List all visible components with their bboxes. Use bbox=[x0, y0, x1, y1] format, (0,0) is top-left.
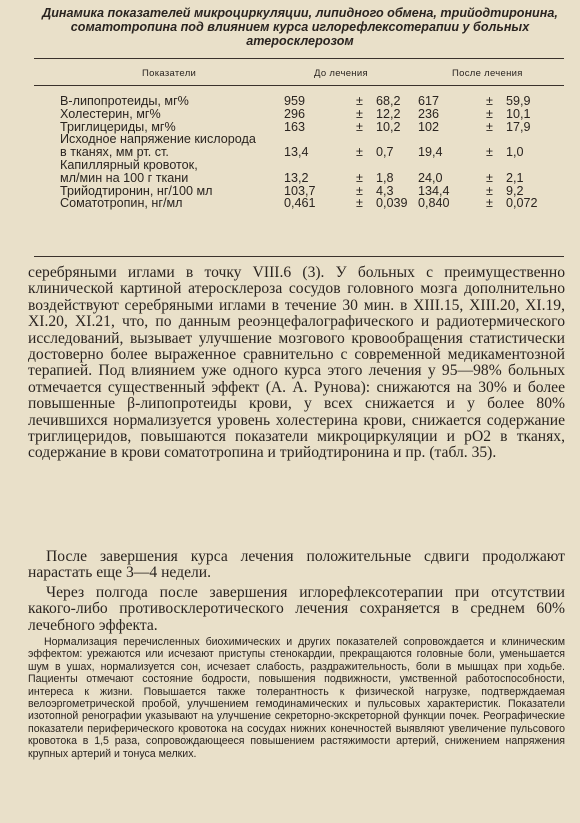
sd-after: 9,2 bbox=[506, 183, 524, 198]
row-label: в тканях, мм рт. ст. bbox=[60, 145, 169, 160]
plus-minus-before: ± bbox=[356, 145, 363, 160]
value-after: 236 bbox=[418, 106, 440, 121]
sd-before: 1,8 bbox=[376, 170, 394, 185]
row-label: Соматотропин, нг/мл bbox=[60, 196, 183, 211]
plus-minus-before: ± bbox=[356, 183, 363, 198]
value-before: 959 bbox=[284, 94, 306, 108]
plus-minus-before: ± bbox=[356, 106, 363, 121]
row-label: Триглицериды, мг% bbox=[60, 119, 176, 134]
plus-minus-after: ± bbox=[486, 170, 493, 185]
sd-after: 0,072 bbox=[506, 196, 538, 211]
paragraph-2: После завершения курса лечения положительные сдвиги продолжают нарастать еще 3—4 недели. bbox=[28, 548, 565, 582]
value-before: 13,4 bbox=[284, 145, 309, 160]
plus-minus-after: ± bbox=[486, 119, 493, 134]
value-after: 134,4 bbox=[418, 183, 450, 198]
value-after: 0,840 bbox=[418, 196, 450, 211]
caption-line-1: Динамика показателей микроциркуляции, липидного обмена, трийодтиронина, bbox=[42, 6, 558, 20]
sd-after: 1,0 bbox=[506, 145, 524, 160]
plus-minus-before: ± bbox=[356, 196, 363, 211]
sd-after: 2,1 bbox=[506, 170, 524, 185]
sd-before: 0,7 bbox=[376, 145, 394, 160]
table-row bbox=[36, 95, 566, 108]
row-label: Исходное напряжение кислорода bbox=[60, 132, 256, 147]
plus-minus-after: ± bbox=[486, 106, 493, 121]
value-before: 296 bbox=[284, 106, 306, 121]
table-row bbox=[36, 197, 566, 210]
sd-before: 0,039 bbox=[376, 196, 408, 211]
value-before: 163 bbox=[284, 119, 306, 134]
plus-minus-before: ± bbox=[356, 119, 363, 134]
value-after: 102 bbox=[418, 119, 440, 134]
header-after: После лечения bbox=[452, 68, 523, 79]
header-indicator: Показатели bbox=[142, 68, 197, 79]
sd-before: 12,2 bbox=[376, 106, 401, 121]
plus-minus-before: ± bbox=[356, 170, 363, 185]
value-after: 19,4 bbox=[418, 145, 443, 160]
row-label: Капиллярный кровоток, bbox=[60, 157, 198, 172]
value-after: 617 bbox=[418, 94, 440, 108]
sd-after: 59,9 bbox=[506, 94, 531, 108]
plus-minus-after: ± bbox=[486, 196, 493, 211]
sd-before: 10,2 bbox=[376, 119, 401, 134]
table-bottom-rule bbox=[34, 256, 564, 257]
sd-after: 17,9 bbox=[506, 119, 531, 134]
table-header-rule bbox=[34, 85, 564, 86]
plus-minus-before: ± bbox=[356, 94, 363, 108]
plus-minus-after: ± bbox=[486, 145, 493, 160]
table-row bbox=[36, 159, 566, 185]
value-before: 103,7 bbox=[284, 183, 316, 198]
table-caption bbox=[40, 6, 560, 48]
table-top-rule bbox=[34, 58, 564, 59]
plus-minus-after: ± bbox=[486, 94, 493, 108]
plus-minus-after: ± bbox=[486, 183, 493, 198]
value-before: 0,461 bbox=[284, 196, 316, 211]
sd-before: 4,3 bbox=[376, 183, 394, 198]
row-label: В-липопротеиды, мг% bbox=[60, 94, 189, 108]
row-label: мл/мин на 100 г ткани bbox=[60, 170, 189, 185]
row-label: Холестерин, мг% bbox=[60, 106, 161, 121]
table-row bbox=[36, 133, 566, 159]
data-table bbox=[36, 95, 566, 210]
sd-before: 68,2 bbox=[376, 94, 401, 108]
paragraph-4: Нормализация перечисленных биохимических и других показателей сопровождается и клиническим эффектом: урежаются или исчезают приступы стенокардии, прекращаются головные боли, уменьшается шум в ушах, нормализуется сон, исчезает слабость, раздражительность, боли в мышцах при ходьбе. Пациенты отмечают состояние бодрости, повышения подвижности, умственной работоспособности, интереса к жизни. Повышается также толерантность к физической нагрузке, подтверждаемая велоэргометрической пробой, улучшением гемодинамических и пульсовых характеристик. Показатели изотопной ренографии указывают на улучшение секреторно-экскреторной функции почек. Реографические показатели периферического кровотока на сосудах нижних конечностей выявляют увеличение пульсового кровотока в 1,5 раза, сопровождающееся повышением растяжимости артерий, снижением напряжения крупных артерий и тонуса мелких. bbox=[28, 636, 565, 760]
table-row bbox=[36, 108, 566, 121]
paragraph-1: серебряными иглами в точку VIII.6 (3). У больных с преимущественно клинической картиной атеросклероза сосудов головного мозга дополнительно воздействуют серебряными иглами в течение 30 мин. в XIII.15, XIII.20, XI.19, XI.20, XI.21, что, по данным реоэнцефалографического и радиотермического исследований, вызывает улучшение мозгового кровообращения статистически достоверно более выраженное сравнительно с современной медикаментозной терапией. Под влиянием уже одного курса этого лечения у 95—98% больных отмечается существенный эффект (А. А. Рунова): снижаются на 30% и более повышенные β-липопротеиды крови, у всех снижается и у более 80% лечившихся нормализуется уровень холестерина крови, снижается содержание триглицеридов, повышаются показатели микроциркуляции и pO2 в тканях, содержание в крови соматотропина и трийодтиронина и пр. (табл. 35). bbox=[28, 264, 565, 462]
header-before: До лечения bbox=[314, 68, 368, 79]
paragraph-3: Через полгода после завершения иглорефлексотерапии при отсутствии какого-либо противосклеротического лечения сохраняется в среднем 60% лечебного эффекта. bbox=[28, 584, 565, 634]
sd-after: 10,1 bbox=[506, 106, 531, 121]
row-label: Трийодтиронин, нг/100 мл bbox=[60, 183, 213, 198]
caption-line-3: атеросклерозом bbox=[246, 34, 354, 48]
caption-line-2: соматотропина под влиянием курса иглорефлексотерапии у больных bbox=[70, 20, 530, 34]
value-before: 13,2 bbox=[284, 170, 309, 185]
value-after: 24,0 bbox=[418, 170, 443, 185]
